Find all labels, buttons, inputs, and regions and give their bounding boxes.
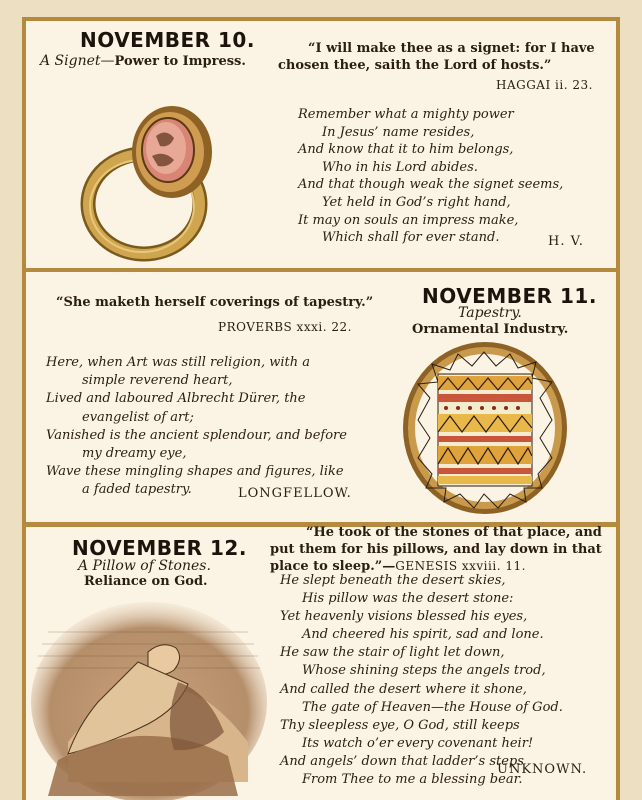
poem-line: And know that it to him belongs, bbox=[298, 142, 514, 158]
poem-line: And angels’ down that ladder’s steps bbox=[280, 753, 524, 769]
entry-subtitle bbox=[40, 53, 246, 69]
poem-line: Who in his Lord abides. bbox=[322, 159, 478, 175]
poem-line: Here, when Art was still religion, with a bbox=[46, 355, 310, 370]
poem-line: evangelist of art; bbox=[82, 409, 194, 425]
entry-subtitle-b: Reliance on God. bbox=[84, 574, 208, 589]
poem-line: a faded tapestry. bbox=[82, 482, 192, 498]
scripture-quote bbox=[270, 524, 602, 575]
entry-date: NOVEMBER 11. bbox=[422, 284, 597, 308]
poem-line: He saw the stair of light let down, bbox=[280, 645, 505, 661]
top-border bbox=[22, 17, 620, 21]
poem-line: Wave these mingling shapes and figures, like bbox=[46, 464, 344, 480]
poem-line: Yet held in God’s right hand, bbox=[322, 194, 511, 210]
poem-line: my dreamy eye, bbox=[82, 446, 187, 462]
entry-subtitle-b: Ornamental Industry. bbox=[412, 322, 569, 337]
poem-line: Thy sleepless eye, O God, still keeps bbox=[280, 717, 520, 733]
poem-line: In Jesus’ name resides, bbox=[322, 124, 475, 140]
scripture-quote bbox=[278, 40, 595, 74]
quote-line: “He took of the stones of that place, and bbox=[306, 525, 602, 540]
poem-line: Which shall for ever stand. bbox=[322, 230, 500, 246]
signet-ring-illustration bbox=[70, 92, 230, 264]
scripture-reference: HAGGAI ii. 23. bbox=[496, 78, 593, 92]
tapestry-medallion-illustration bbox=[400, 338, 570, 518]
author: H. V. bbox=[548, 234, 584, 249]
poem-line: And that though weak the signet seems, bbox=[298, 177, 564, 193]
poem-line: Lived and laboured Albrecht Dürer, the bbox=[46, 391, 306, 407]
quote-line: “I will make thee as a signet: for I have bbox=[308, 41, 595, 56]
subtitle-b: Power to Impress. bbox=[114, 54, 246, 69]
jacob-sleeping-illustration bbox=[28, 592, 270, 800]
poem-line: Yet heavenly visions blessed his eyes, bbox=[280, 609, 528, 625]
poem-line: From Thee to me a blessing bear. bbox=[302, 772, 523, 788]
left-border bbox=[22, 18, 26, 800]
poem bbox=[298, 106, 563, 247]
subtitle-a: A Signet— bbox=[40, 53, 115, 69]
right-border bbox=[616, 18, 620, 800]
poem-line: The gate of Heaven—the House of God. bbox=[302, 699, 563, 715]
poem-line: Whose shining steps the angels trod, bbox=[302, 663, 546, 679]
entry-date: NOVEMBER 10. bbox=[80, 28, 255, 52]
poem-line: And cheered his spirit, sad and lone. bbox=[302, 627, 544, 643]
scripture-reference: GENESIS xxviii. 11. bbox=[395, 559, 526, 573]
entry-date: NOVEMBER 12. bbox=[72, 536, 247, 560]
author: LONGFELLOW. bbox=[238, 486, 352, 501]
author: UNKNOWN. bbox=[497, 762, 588, 777]
poem-line: He slept beneath the desert skies, bbox=[280, 573, 506, 588]
scripture-reference: PROVERBS xxxi. 22. bbox=[218, 320, 352, 334]
poem bbox=[46, 354, 347, 500]
poem-line: It may on souls an impress make, bbox=[298, 212, 519, 228]
poem-line: Its watch o’er every covenant heir! bbox=[302, 735, 534, 751]
poem-line: His pillow was the desert stone: bbox=[302, 591, 514, 607]
poem-line: simple reverend heart, bbox=[82, 373, 233, 389]
poem bbox=[280, 572, 563, 789]
poem-line: And called the desert where it shone, bbox=[280, 681, 527, 697]
poem-line: Vanished is the ancient splendour, and before bbox=[46, 427, 347, 443]
quote-line: chosen thee, saith the Lord of hosts.” bbox=[278, 58, 552, 73]
poem-line: Remember what a mighty power bbox=[298, 107, 514, 122]
scripture-quote: “She maketh herself coverings of tapestry.” bbox=[56, 295, 374, 310]
entry-subtitle-a: Tapestry. bbox=[458, 305, 522, 321]
divider-1 bbox=[22, 268, 620, 272]
quote-line: put them for his pillows, and lay down in that bbox=[270, 542, 602, 557]
entry-subtitle-a: A Pillow of Stones. bbox=[78, 558, 211, 574]
quote-line: place to sleep.”—GENESIS xxviii. 11. bbox=[270, 559, 526, 574]
